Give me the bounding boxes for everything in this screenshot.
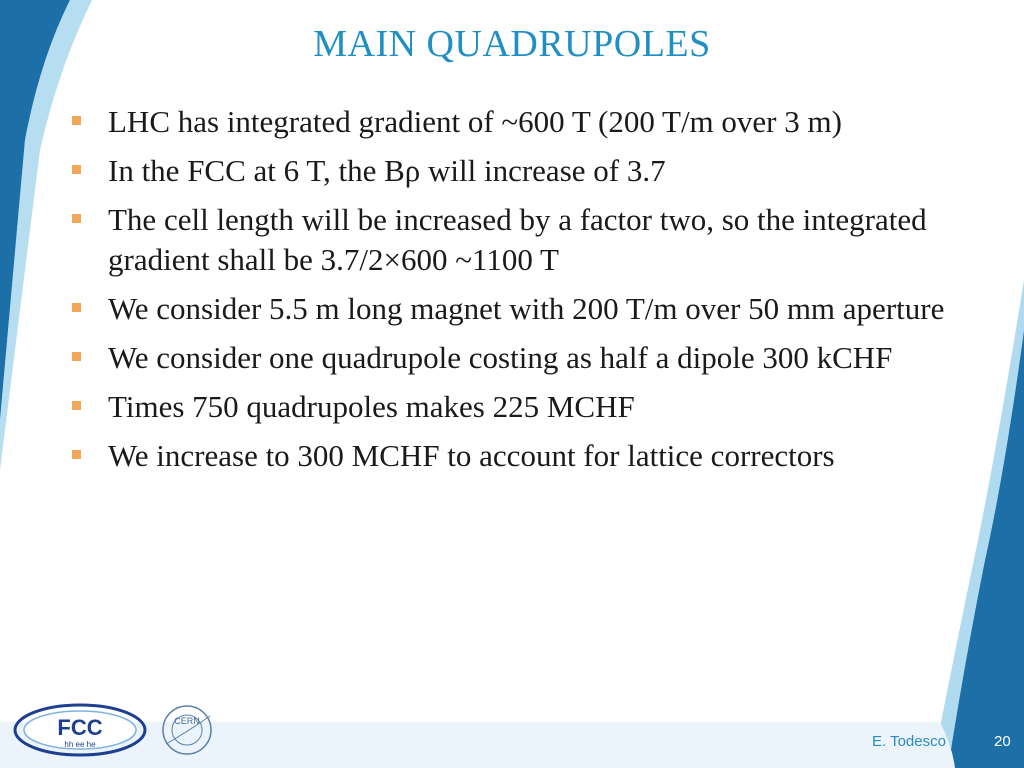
bullet-square-icon (72, 303, 81, 312)
bullet-square-icon (72, 165, 81, 174)
page-number: 20 (994, 733, 1011, 750)
bullet-text: Times 750 quadrupoles makes 225 MCHF (108, 389, 635, 424)
bullet-item (70, 387, 950, 427)
bullet-item (70, 338, 950, 378)
bullet-item (70, 436, 950, 476)
bullet-text: In the FCC at 6 T, the Bρ will increase of 3.7 (108, 153, 666, 188)
footer-author: E. Todesco (872, 733, 946, 750)
bullet-text: We consider 5.5 m long magnet with 200 T/m over 50 mm aperture (108, 291, 945, 326)
bullet-square-icon (72, 401, 81, 410)
bullet-square-icon (72, 352, 81, 361)
bullet-text: We consider one quadrupole costing as half a dipole 300 kCHF (108, 340, 893, 375)
bullet-square-icon (72, 214, 81, 223)
bullet-list (70, 102, 950, 485)
cern-logo-text: CERN (174, 716, 200, 726)
bullet-item (70, 102, 950, 142)
bullet-text: We increase to 300 MCHF to account for lattice correctors (108, 438, 835, 473)
slide-title: MAIN QUADRUPOLES (313, 23, 711, 65)
bullet-square-icon (72, 116, 81, 125)
fcc-logo-text: FCC (57, 715, 103, 740)
cern-logo (158, 702, 216, 758)
bullet-text: The cell length will be increased by a factor two, so the integrated gradient shall be 3.7/2×600 ~1100 T (108, 202, 927, 277)
fcc-logo (12, 702, 148, 758)
bullet-text: LHC has integrated gradient of ~600 T (200 T/m over 3 m) (108, 104, 842, 139)
bullet-item (70, 151, 950, 191)
fcc-logo-subtext: hh ee he (64, 740, 96, 749)
cern-logo-ring (163, 706, 211, 754)
bullet-item (70, 200, 950, 280)
bullet-item (70, 289, 950, 329)
bullet-square-icon (72, 450, 81, 459)
